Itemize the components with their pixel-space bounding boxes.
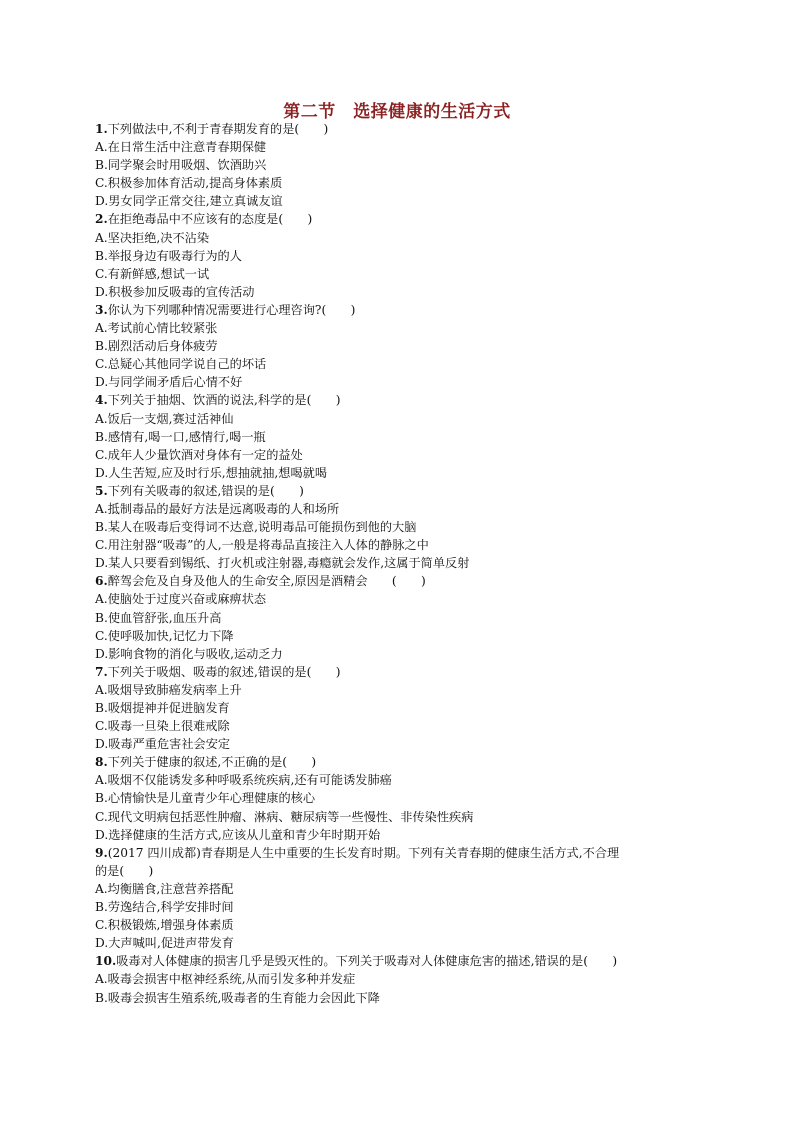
option-d: D.男女同学正常交往,建立真诚友谊: [95, 194, 283, 209]
question-text: 醉驾会危及自身及他人的生命安全,原因是酒精会 ( ): [107, 574, 426, 589]
option-c: C.现代文明病包括恶性肿瘤、淋病、糖尿病等一些慢性、非传染性疾病: [95, 809, 474, 824]
question-number: 9.: [95, 845, 108, 860]
option-d: D.与同学闹矛盾后心情不好: [95, 375, 243, 390]
option-b: B.感情有,喝一口,感情行,喝一瓶: [95, 429, 266, 444]
question-text: 你认为下列哪种情况需要进行心理咨询?( ): [107, 302, 356, 317]
question-number: 4.: [95, 393, 108, 408]
option-d: D.人生苦短,应及时行乐,想抽就抽,想喝就喝: [95, 465, 328, 480]
option-d: D.影响食物的消化与吸收,运动乏力: [95, 646, 283, 661]
question-stem-continued: 的是( ): [95, 863, 154, 878]
option-d: D.大声喊叫,促进声带发育: [95, 936, 234, 951]
option-a: A.使脑处于过度兴奋或麻痹状态: [95, 592, 267, 607]
question-text: 下列关于吸烟、吸毒的叙述,错误的是( ): [107, 664, 341, 679]
option-d: D.某人只要看到锡纸、打火机或注射器,毒瘾就会发作,这属于简单反射: [95, 556, 470, 571]
question-stem: [95, 210, 707, 228]
question-stem: [95, 844, 707, 862]
question-text: 在拒绝毒品中不应该有的态度是( ): [107, 212, 313, 227]
question-text: 下列做法中,不利于青春期发育的是( ): [107, 122, 329, 136]
question-number: 6.: [95, 574, 108, 589]
question-number: 1.: [95, 122, 108, 136]
question-number: 10.: [95, 954, 117, 969]
option-d: D.积极参加反吸毒的宣传活动: [95, 284, 255, 299]
question-text: 下列关于抽烟、饮酒的说法,科学的是( ): [107, 393, 341, 408]
option-a: A.抵制毒品的最好方法是远离吸毒的人和场所: [95, 501, 340, 516]
option-b: B.劳逸结合,科学安排时间: [95, 900, 234, 915]
option-b: B.使血管舒张,血压升高: [95, 610, 222, 625]
option-a: A.饭后一支烟,赛过活神仙: [95, 411, 234, 426]
question-number: 2.: [95, 212, 108, 227]
option-b: B.吸烟提神并促进脑发育: [95, 701, 230, 715]
option-a: A.吸烟不仅能诱发多种呼吸系统疾病,还有可能诱发肺癌: [95, 773, 392, 788]
option-b: B.举报身边有吸毒行为的人: [95, 248, 242, 263]
question-stem: [95, 391, 707, 409]
question-text: 下列有关吸毒的叙述,错误的是( ): [107, 483, 304, 498]
question-stem: [95, 301, 707, 319]
question-stem: [95, 572, 707, 590]
option-a: A.吸毒会损害中枢神经系统,从而引发多种并发症: [95, 972, 356, 987]
page-title: 第二节 选择健康的生活方式: [283, 102, 511, 122]
option-a: A.坚决拒绝,决不沾染: [95, 230, 210, 245]
option-b: B.心情愉快是儿童青少年心理健康的核心: [95, 791, 316, 806]
question-stem: [95, 952, 707, 970]
option-a: A.在日常生活中注意青春期保健: [95, 140, 267, 155]
option-c: C.总疑心其他同学说自己的坏话: [95, 357, 267, 372]
option-c: C.用注射器“吸毒”的人,一般是将毒品直接注入人体的静脉之中: [95, 538, 429, 553]
option-b: B.某人在吸毒后变得词不达意,说明毒品可能损伤到他的大脑: [95, 520, 417, 535]
option-c: C.成年人少量饮酒对身体有一定的益处: [95, 447, 303, 462]
question-stem: [95, 663, 707, 681]
option-c: C.有新鲜感,想试一试: [95, 266, 210, 281]
question-stem: [95, 120, 707, 138]
question-number: 5.: [95, 483, 108, 498]
question-number: 8.: [95, 755, 108, 770]
question-stem: [95, 753, 707, 771]
question-text: 下列关于健康的叙述,不正确的是( ): [107, 755, 317, 770]
question-stem: [95, 482, 707, 500]
option-c: C.积极锻炼,增强身体素质: [95, 918, 234, 933]
option-b: B.吸毒会损害生殖系统,吸毒者的生育能力会因此下降: [95, 990, 380, 1005]
question-number: 3.: [95, 302, 108, 317]
option-a: A.考试前心情比较紧张: [95, 321, 218, 336]
option-b: B.剧烈活动后身体疲劳: [95, 339, 218, 354]
question-number: 7.: [95, 664, 108, 679]
question-list: [95, 120, 707, 1007]
option-b: B.同学聚会时用吸烟、饮酒助兴: [95, 158, 267, 173]
option-a: A.均衡膳食,注意营养搭配: [95, 881, 234, 896]
option-d: D.吸毒严重危害社会安定: [95, 737, 231, 752]
option-d: D.选择健康的生活方式,应该从儿童和青少年时期开始: [95, 827, 381, 842]
option-c: C.吸毒一旦染上很难戒除: [95, 719, 230, 734]
option-a: A.吸烟导致肺癌发病率上升: [95, 682, 242, 697]
option-c: C.积极参加体育活动,提高身体素质: [95, 176, 283, 191]
question-text: (2017 四川成都)青春期是人生中重要的生长发育时期。下列有关青春期的健康生活方式,不合理: [107, 845, 620, 860]
option-c: C.使呼吸加快,记忆力下降: [95, 628, 234, 643]
question-text: 吸毒对人体健康的损害几乎是毁灭性的。下列关于吸毒对人体健康危害的描述,错误的是( ): [116, 954, 618, 969]
